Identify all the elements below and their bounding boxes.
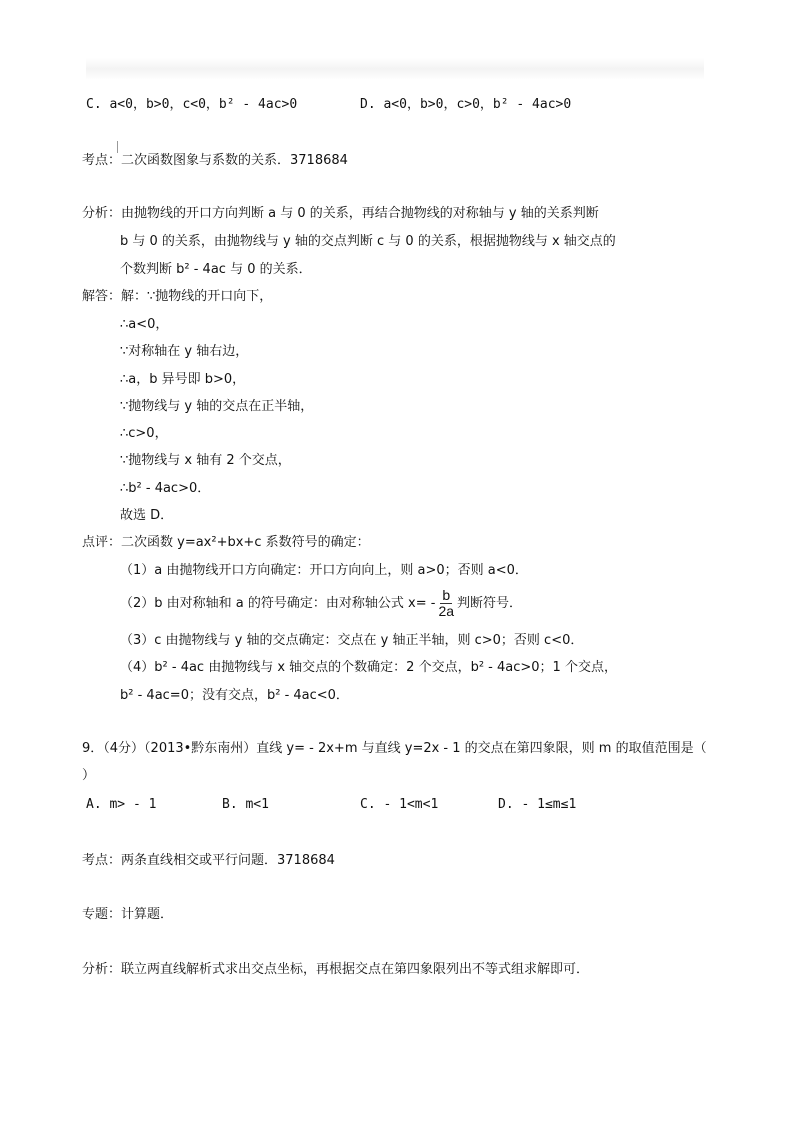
q8-dianping-line-2-text: （2）b 由对称轴和 a 的符号确定：由对称轴公式 x= - xyxy=(120,596,436,611)
q8-fenxi-line-3: 个数判断 b² - 4ac 与 0 的关系． xyxy=(120,262,312,277)
q8-dianping-line-5: b² - 4ac=0；没有交点，b² - 4ac<0． xyxy=(120,688,349,703)
q8-jieda-line-5: ∴c>0， xyxy=(120,426,168,441)
q9-option-c: C. - 1<m<1 xyxy=(360,797,439,812)
q8-jieda-line-3: ∴a，b 异号即 b>0， xyxy=(120,372,246,387)
q8-jieda-line-7: ∴b² - 4ac>0． xyxy=(120,481,211,496)
q8-jieda-line-8: 故选 D． xyxy=(120,508,174,523)
option-d: D. a<0，b>0，c>0，b² - 4ac>0 xyxy=(360,97,572,112)
q8-dianping-line-3: （3）c 由抛物线与 y 轴的交点确定：交点在 y 轴正半轴，则 c>0；否则 c<0． xyxy=(120,633,584,648)
q8-dianping-line-0: 点评：二次函数 y=ax²+bx+c 系数符号的确定： xyxy=(82,535,370,550)
q8-jieda-line-4: ∵抛物线与 y 轴的交点在正半轴， xyxy=(120,399,314,414)
q8-dianping-line-1: （1）a 由抛物线开口方向确定：开口方向向上，则 a>0；否则 a<0． xyxy=(120,563,528,578)
q8-dianping-line-2 xyxy=(120,588,522,619)
q8-jieda-line-1: ∴a<0， xyxy=(120,317,169,332)
q9-zhuanti: 专题：计算题． xyxy=(82,907,174,922)
header-band xyxy=(86,58,704,80)
q9-fenxi: 分析：联立两直线解析式求出交点坐标，再根据交点在第四象限列出不等式组求解即可． xyxy=(82,962,590,977)
q8-jieda-line-6: ∵抛物线与 x 轴有 2 个交点， xyxy=(120,453,291,468)
q9-option-b: B. m<1 xyxy=(222,797,269,812)
q8-dianping-line-2-tail: 判断符号． xyxy=(457,596,523,611)
q8-jieda-line-0: 解答：解：∵抛物线的开口向下， xyxy=(82,289,273,304)
q8-dianping-line-4: （4）b² - 4ac 由抛物线与 x 轴交点的个数确定：2 个交点，b² - 4ac>0；1 个交点， xyxy=(120,660,617,675)
q9-stem-line-2: ） xyxy=(82,768,96,783)
q9-option-d: D. - 1≤m≤1 xyxy=(498,797,577,812)
fraction-numerator: b xyxy=(442,587,451,603)
q8-kaodian: 考点：二次函数图象与系数的关系．3718684 xyxy=(82,153,348,168)
cursor-mark xyxy=(117,141,118,153)
q9-kaodian: 考点：两条直线相交或平行问题．3718684 xyxy=(82,853,335,868)
q8-jieda-line-2: ∵对称轴在 y 轴右边， xyxy=(120,344,249,359)
fraction-denominator: 2a xyxy=(438,603,455,619)
fraction-b-over-2a xyxy=(436,588,456,619)
q8-fenxi-line-2: b 与 0 的关系，由抛物线与 y 轴的交点判断 c 与 0 的关系，根据抛物线与 x 轴交点的 xyxy=(120,234,616,249)
q9-stem-line-1: 9．（4分）（2013•黔东南州）直线 y= - 2x+m 与直线 y=2x - 1 的交点在第四象限，则 m 的取值范围是（ xyxy=(82,741,707,756)
option-c: C. a<0，b>0，c<0，b² - 4ac>0 xyxy=(86,97,298,112)
q8-fenxi-line-1: 分析：由抛物线的开口方向判断 a 与 0 的关系，再结合抛物线的对称轴与 y 轴的关系判断 xyxy=(82,206,599,221)
q9-option-a: A. m> - 1 xyxy=(86,797,157,812)
